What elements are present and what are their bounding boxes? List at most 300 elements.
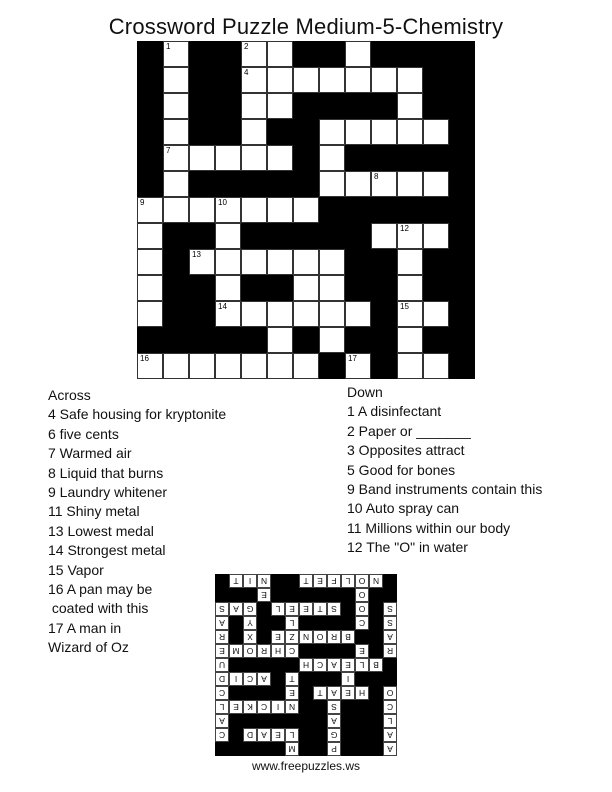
grid-cell[interactable]	[423, 171, 449, 197]
grid-block	[423, 197, 449, 223]
answer-cell	[355, 658, 369, 672]
grid-cell[interactable]	[241, 197, 267, 223]
answer-letter: C	[218, 730, 226, 741]
answer-letter: E	[219, 646, 225, 657]
answer-block	[327, 644, 341, 658]
answer-letter: I	[276, 702, 280, 713]
across-clue: 13 Lowest medal	[48, 522, 154, 539]
grid-block	[371, 145, 397, 171]
grid-cell[interactable]	[267, 93, 293, 119]
answer-block	[313, 742, 327, 756]
grid-cell[interactable]	[215, 197, 241, 223]
across-clue: 17 A man in	[48, 619, 122, 636]
grid-block	[267, 171, 293, 197]
grid-cell[interactable]	[397, 119, 423, 145]
answer-block	[243, 658, 257, 672]
answer-block	[299, 742, 313, 756]
answer-key-grid	[215, 574, 397, 756]
answer-cell	[285, 672, 299, 686]
answer-cell	[257, 672, 271, 686]
footer-url: www.freepuzzles.ws	[251, 759, 361, 773]
answer-letter: A	[233, 604, 239, 615]
grid-cell[interactable]	[293, 197, 319, 223]
grid-cell[interactable]	[215, 249, 241, 275]
answer-block	[257, 742, 271, 756]
answer-letter: T	[289, 674, 295, 685]
grid-cell[interactable]	[293, 275, 319, 301]
grid-cell[interactable]	[189, 197, 215, 223]
answer-cell	[215, 700, 229, 714]
answer-letter: A	[331, 660, 337, 671]
answer-block	[243, 686, 257, 700]
answer-letter: I	[346, 674, 350, 685]
answer-letter: O	[358, 590, 366, 601]
grid-block	[189, 327, 215, 353]
grid-cell[interactable]	[371, 67, 397, 93]
answer-block	[341, 644, 355, 658]
answer-cell	[327, 602, 341, 616]
grid-block	[293, 327, 319, 353]
grid-cell[interactable]	[319, 119, 345, 145]
answer-cell	[313, 686, 327, 700]
grid-cell[interactable]	[137, 249, 163, 275]
answer-block	[369, 714, 383, 728]
answer-letter: L	[387, 716, 393, 727]
answer-block	[243, 714, 257, 728]
answer-letter: E	[275, 632, 281, 643]
grid-cell[interactable]	[371, 223, 397, 249]
down-clue: 12 The "O" in water	[347, 539, 468, 556]
answer-letter: T	[233, 576, 239, 587]
answer-cell	[257, 728, 271, 742]
answer-letter: L	[289, 618, 295, 629]
grid-block	[319, 197, 345, 223]
answer-letter: T	[317, 688, 323, 699]
grid-cell[interactable]	[137, 353, 163, 379]
grid-cell[interactable]	[345, 301, 371, 327]
grid-block	[215, 119, 241, 145]
answer-letter: G	[330, 730, 338, 741]
answer-letter: M	[232, 646, 240, 657]
grid-cell[interactable]	[163, 197, 189, 223]
answer-letter: D	[218, 674, 226, 685]
answer-block	[341, 714, 355, 728]
answer-cell	[285, 616, 299, 630]
down-clue-list	[347, 402, 542, 557]
answer-letter: A	[387, 730, 393, 741]
grid-block	[345, 249, 371, 275]
answer-block	[313, 700, 327, 714]
grid-cell[interactable]	[267, 353, 293, 379]
across-clue: 4 Safe housing for kryptonite	[48, 406, 227, 423]
clue-number: 16	[140, 354, 149, 363]
grid-block	[163, 301, 189, 327]
answer-letter: B	[373, 660, 379, 671]
answer-cell	[355, 686, 369, 700]
grid-cell[interactable]	[423, 301, 449, 327]
grid-cell[interactable]	[293, 353, 319, 379]
answer-letter: R	[260, 646, 268, 657]
grid-cell[interactable]	[267, 41, 293, 67]
answer-block	[257, 602, 271, 616]
answer-cell	[383, 630, 397, 644]
grid-cell[interactable]	[241, 67, 267, 93]
answer-cell	[383, 602, 397, 616]
answer-letter: E	[289, 688, 295, 699]
answer-block	[229, 588, 243, 602]
answer-block	[257, 686, 271, 700]
grid-cell[interactable]	[319, 275, 345, 301]
across-clues	[48, 386, 226, 658]
clue-number: 7	[166, 146, 171, 155]
puzzle-title: Crossword Puzzle Medium-5-Chemistry	[108, 14, 504, 39]
answer-letter: H	[274, 646, 282, 657]
clue-number: 13	[192, 250, 201, 259]
answer-cell	[271, 602, 285, 616]
answer-cell	[243, 602, 257, 616]
answer-block	[383, 658, 397, 672]
answer-cell	[383, 742, 397, 756]
answer-block	[313, 714, 327, 728]
answer-cell	[327, 700, 341, 714]
grid-cell[interactable]	[267, 249, 293, 275]
answer-block	[229, 686, 243, 700]
grid-cell[interactable]	[241, 119, 267, 145]
answer-block	[299, 714, 313, 728]
grid-cell[interactable]	[397, 353, 423, 379]
answer-letter: N	[260, 576, 268, 587]
answer-block	[257, 630, 271, 644]
grid-block	[189, 223, 215, 249]
grid-block	[345, 223, 371, 249]
grid-cell[interactable]	[371, 119, 397, 145]
grid-cell[interactable]	[267, 197, 293, 223]
grid-cell[interactable]	[163, 145, 189, 171]
answer-letter: I	[234, 674, 238, 685]
answer-letter: E	[275, 730, 281, 741]
across-clue: 15 Vapor	[48, 561, 104, 578]
grid-cell[interactable]	[345, 41, 371, 67]
answer-letter: S	[331, 702, 337, 713]
grid-block	[423, 41, 449, 67]
grid-block	[215, 171, 241, 197]
answer-letter: X	[247, 632, 253, 643]
answer-block	[271, 574, 285, 588]
answer-cell	[243, 630, 257, 644]
answer-letter: A	[261, 730, 267, 741]
answer-letter: Y	[247, 618, 253, 629]
answer-cell	[243, 644, 257, 658]
answer-letter: E	[359, 646, 365, 657]
answer-letter: M	[288, 744, 296, 755]
answer-letter: E	[289, 604, 295, 615]
answer-letter: B	[345, 632, 351, 643]
answer-cell	[383, 728, 397, 742]
grid-block	[449, 119, 475, 145]
grid-cell[interactable]	[267, 327, 293, 353]
grid-cell[interactable]	[241, 249, 267, 275]
clue-number: 14	[218, 302, 227, 311]
answer-block	[285, 574, 299, 588]
answer-block	[299, 700, 313, 714]
answer-block	[383, 672, 397, 686]
grid-cell[interactable]	[293, 67, 319, 93]
answer-cell	[215, 714, 229, 728]
answer-block	[229, 742, 243, 756]
answer-letter: O	[358, 576, 366, 587]
grid-cell[interactable]	[397, 67, 423, 93]
across-clue: coated with this	[48, 600, 149, 617]
answer-letter: N	[288, 702, 296, 713]
answer-letter: O	[386, 688, 394, 699]
grid-cell[interactable]	[319, 327, 345, 353]
answer-letter: L	[275, 604, 281, 615]
grid-block	[267, 119, 293, 145]
answer-letter: E	[303, 604, 309, 615]
grid-block	[293, 41, 319, 67]
grid-cell[interactable]	[345, 119, 371, 145]
grid-block	[267, 275, 293, 301]
answer-block	[229, 658, 243, 672]
answer-cell	[285, 630, 299, 644]
grid-block	[449, 353, 475, 379]
answer-cell	[341, 574, 355, 588]
answer-block	[369, 672, 383, 686]
down-clues	[347, 383, 542, 558]
answer-block	[355, 742, 369, 756]
across-heading: Across	[48, 387, 91, 403]
answer-letter: L	[345, 576, 351, 587]
grid-cell[interactable]	[215, 275, 241, 301]
grid-cell[interactable]	[163, 119, 189, 145]
grid-cell[interactable]	[189, 353, 215, 379]
answer-cell	[285, 602, 299, 616]
answer-letter: S	[387, 604, 393, 615]
grid-cell[interactable]	[267, 301, 293, 327]
answer-block	[299, 686, 313, 700]
grid-cell[interactable]	[267, 67, 293, 93]
grid-cell[interactable]	[423, 119, 449, 145]
answer-letter: A	[219, 618, 225, 629]
answer-block	[369, 630, 383, 644]
answer-block	[313, 672, 327, 686]
grid-cell[interactable]	[215, 145, 241, 171]
grid-cell[interactable]	[241, 41, 267, 67]
grid-cell[interactable]	[267, 145, 293, 171]
grid-block	[189, 119, 215, 145]
grid-cell[interactable]	[319, 145, 345, 171]
answer-block	[383, 588, 397, 602]
answer-letter: E	[233, 702, 239, 713]
grid-block	[345, 145, 371, 171]
grid-cell[interactable]	[241, 145, 267, 171]
answer-letter: E	[317, 576, 323, 587]
grid-cell[interactable]	[163, 41, 189, 67]
grid-cell[interactable]	[371, 171, 397, 197]
answer-block	[369, 700, 383, 714]
grid-cell[interactable]	[345, 171, 371, 197]
grid-cell[interactable]	[345, 353, 371, 379]
answer-block	[271, 672, 285, 686]
grid-cell[interactable]	[423, 223, 449, 249]
answer-letter: C	[288, 646, 296, 657]
grid-cell[interactable]	[241, 353, 267, 379]
grid-block	[163, 327, 189, 353]
answer-block	[341, 616, 355, 630]
across-clue: 6 five cents	[48, 425, 119, 442]
grid-block	[449, 223, 475, 249]
answer-cell	[299, 602, 313, 616]
grid-cell[interactable]	[137, 197, 163, 223]
answer-cell	[229, 574, 243, 588]
grid-cell[interactable]	[345, 67, 371, 93]
grid-cell[interactable]	[397, 301, 423, 327]
answer-cell	[355, 644, 369, 658]
grid-block	[137, 67, 163, 93]
answer-cell	[257, 700, 271, 714]
answer-letter: T	[317, 604, 323, 615]
down-clue: 11 Millions within our body	[347, 519, 511, 536]
grid-block	[423, 145, 449, 171]
grid-cell[interactable]	[293, 301, 319, 327]
grid-cell[interactable]	[163, 171, 189, 197]
answer-cell	[257, 644, 271, 658]
grid-cell[interactable]	[137, 301, 163, 327]
answer-letter: R	[386, 646, 394, 657]
grid-cell[interactable]	[397, 223, 423, 249]
clue-number: 1	[166, 42, 171, 51]
answer-cell	[229, 644, 243, 658]
answer-letter: O	[246, 646, 254, 657]
grid-cell[interactable]	[293, 249, 319, 275]
grid-cell[interactable]	[397, 275, 423, 301]
grid-cell[interactable]	[163, 353, 189, 379]
answer-cell	[215, 630, 229, 644]
across-clue: 11 Shiny metal	[48, 503, 140, 520]
answer-block	[299, 728, 313, 742]
clue-number: 8	[374, 172, 379, 181]
answer-cell	[215, 644, 229, 658]
answer-cell	[243, 672, 257, 686]
grid-cell[interactable]	[397, 327, 423, 353]
answer-letter: T	[303, 576, 309, 587]
grid-cell[interactable]	[137, 275, 163, 301]
grid-cell[interactable]	[189, 249, 215, 275]
answer-cell	[369, 574, 383, 588]
grid-block	[397, 197, 423, 223]
grid-cell[interactable]	[319, 171, 345, 197]
answer-cell	[285, 728, 299, 742]
answer-block	[327, 672, 341, 686]
grid-cell[interactable]	[189, 145, 215, 171]
answer-block	[313, 644, 327, 658]
answer-block	[215, 742, 229, 756]
down-heading: Down	[347, 384, 383, 400]
answer-cell	[215, 602, 229, 616]
grid-block	[241, 223, 267, 249]
answer-block	[355, 630, 369, 644]
answer-letter: S	[331, 604, 337, 615]
answer-letter: F	[331, 576, 337, 587]
grid-cell[interactable]	[137, 223, 163, 249]
answer-cell	[355, 574, 369, 588]
grid-block	[371, 275, 397, 301]
grid-block	[423, 327, 449, 353]
grid-cell[interactable]	[163, 93, 189, 119]
answer-block	[257, 616, 271, 630]
answer-letter: N	[302, 632, 310, 643]
grid-cell[interactable]	[397, 249, 423, 275]
grid-block	[189, 171, 215, 197]
answer-cell	[299, 630, 313, 644]
answer-block	[341, 728, 355, 742]
answer-block	[271, 616, 285, 630]
answer-letter: C	[246, 674, 254, 685]
answer-cell	[383, 644, 397, 658]
grid-cell[interactable]	[215, 223, 241, 249]
grid-cell[interactable]	[423, 353, 449, 379]
answer-block	[313, 728, 327, 742]
answer-cell	[341, 672, 355, 686]
grid-block	[449, 171, 475, 197]
answer-letter: Z	[289, 632, 295, 643]
answer-block	[285, 714, 299, 728]
answer-cell	[271, 644, 285, 658]
grid-cell[interactable]	[241, 93, 267, 119]
grid-cell[interactable]	[215, 301, 241, 327]
grid-cell[interactable]	[397, 93, 423, 119]
answer-cell	[243, 574, 257, 588]
grid-block	[345, 93, 371, 119]
grid-block	[319, 93, 345, 119]
grid-block	[189, 93, 215, 119]
clue-number: 12	[400, 224, 409, 233]
grid-block	[215, 327, 241, 353]
answer-letter: K	[247, 702, 253, 713]
answer-cell	[215, 616, 229, 630]
grid-block	[293, 119, 319, 145]
answer-letter: U	[218, 660, 226, 671]
grid-cell[interactable]	[319, 67, 345, 93]
down-clue: 2 Paper or _______	[347, 422, 471, 439]
answer-letter: R	[330, 632, 338, 643]
answer-block	[243, 742, 257, 756]
answer-cell	[355, 616, 369, 630]
grid-cell[interactable]	[397, 171, 423, 197]
answer-cell	[243, 700, 257, 714]
grid-cell[interactable]	[319, 249, 345, 275]
answer-letter: A	[387, 744, 393, 755]
grid-block	[371, 93, 397, 119]
grid-block	[267, 223, 293, 249]
grid-block	[163, 249, 189, 275]
answer-cell	[243, 616, 257, 630]
grid-block	[345, 197, 371, 223]
answer-cell	[327, 630, 341, 644]
answer-block	[355, 714, 369, 728]
answer-block	[229, 630, 243, 644]
grid-cell[interactable]	[241, 301, 267, 327]
grid-block	[371, 301, 397, 327]
grid-block	[345, 327, 371, 353]
grid-cell[interactable]	[319, 301, 345, 327]
grid-cell[interactable]	[215, 353, 241, 379]
across-clue: 14 Strongest metal	[48, 542, 166, 559]
answer-block	[341, 588, 355, 602]
grid-cell[interactable]	[163, 67, 189, 93]
answer-block	[341, 742, 355, 756]
grid-block	[423, 249, 449, 275]
